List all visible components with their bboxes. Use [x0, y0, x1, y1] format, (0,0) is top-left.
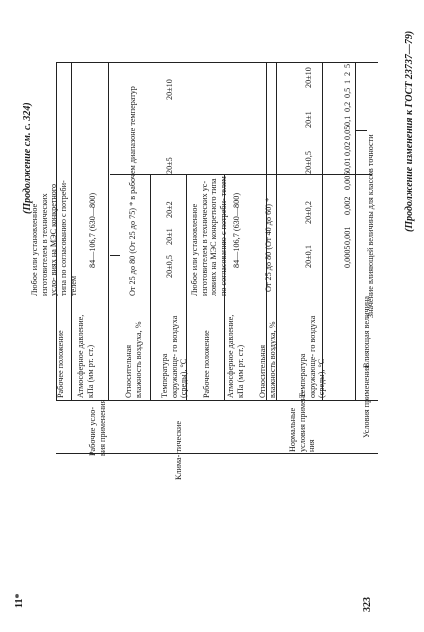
working-temp-value: 20±10	[165, 79, 174, 100]
factor-header: Влияющая величина	[362, 296, 371, 368]
class-0: 0,0005	[343, 245, 352, 268]
normal-temp-value: 20±0,5	[304, 151, 313, 174]
working-humidity-label: Относительная влажность воздуха, %	[124, 321, 143, 398]
working-humidity-value: От 25 до 80 (От 25 до 75) * в рабочем диапазоне температур	[128, 86, 137, 296]
working-position-label: Рабочее положение	[56, 330, 65, 398]
working-temp-value: 20±5	[165, 157, 174, 174]
class-11: 2	[343, 71, 352, 76]
grid-line	[108, 62, 109, 400]
signature-mark: 11*	[14, 593, 25, 608]
normal-temp-value: 20±0,1	[304, 245, 313, 268]
normal-temp-value: 20±1	[304, 111, 313, 128]
normal-conditions-label: Нормальные условия примене- ния	[288, 389, 317, 452]
values-title-header: Значение влияющей величины для классов точности	[366, 134, 375, 318]
class-10: 1	[343, 79, 352, 84]
working-pressure-value: 84—106,7 (630—800)	[88, 192, 97, 268]
climatic-label: Клима- тические	[174, 420, 183, 480]
class-8: 0,2	[343, 101, 352, 112]
working-temp-value: 20±1	[165, 228, 174, 245]
class-12: 5	[343, 63, 352, 68]
continuation-header: (Продолжение изменения к ГОСТ 23737—79)	[404, 30, 415, 232]
normal-pressure-value: 84—106,7 (630—800)	[232, 192, 241, 268]
class-7: 0,1	[343, 115, 352, 126]
class-4: 0,01	[343, 157, 352, 172]
grid-line	[355, 62, 356, 400]
normal-pressure-label: Атмосферное давление, кПа (мм рт. ст.)	[226, 314, 245, 398]
grid-line	[56, 62, 378, 63]
normal-temp-value: 20±10	[304, 67, 313, 88]
class-1: 0,001	[343, 226, 352, 245]
working-temp-value: 20±0,5	[165, 255, 174, 278]
working-position-value: Любое или установленное изготовителем в технических усло- виях на МЭС конкретного типа по согласованию с потреби- телем	[30, 180, 78, 296]
working-pressure-label: Атмосферное давление, кПа (мм рт. ст.)	[76, 314, 95, 398]
normal-humidity-label: Относительная влажность воздуха, %	[258, 321, 277, 398]
class-2: 0,002	[343, 196, 352, 215]
class-9: 0,5	[343, 87, 352, 98]
class-6: 0,05	[343, 125, 352, 140]
class-5: 0,02	[343, 141, 352, 156]
working-temp-label: Температура окружающе- го воздуха (среды), °C	[160, 315, 189, 398]
working-conditions-label: Рабочие усло- вия применения	[88, 399, 107, 456]
continuation-footer: (Продолжение см. с. 324)	[22, 102, 33, 214]
conditions-header: Условия применения	[362, 365, 371, 438]
normal-temp-value: 20±0,2	[304, 201, 313, 224]
page-number: 323	[362, 597, 373, 612]
normal-temp-label: Температура окружающе- го воздуха (среды), °C	[298, 315, 327, 398]
normal-humidity-value: От 25 до 80 (От 40 до 60) *	[264, 197, 273, 292]
normal-position-value: Любое или установленное изготовителем в технических ус- ловиях на МЭС конкретного типа по согласованию с потреби- телем	[190, 176, 229, 296]
grid-line	[110, 255, 120, 256]
grid-line	[150, 174, 151, 400]
working-temp-value: 20±2	[165, 201, 174, 218]
normal-position-label: Рабочее положение	[202, 330, 211, 398]
grid-line	[355, 130, 367, 131]
class-3: 0,005	[343, 171, 352, 190]
